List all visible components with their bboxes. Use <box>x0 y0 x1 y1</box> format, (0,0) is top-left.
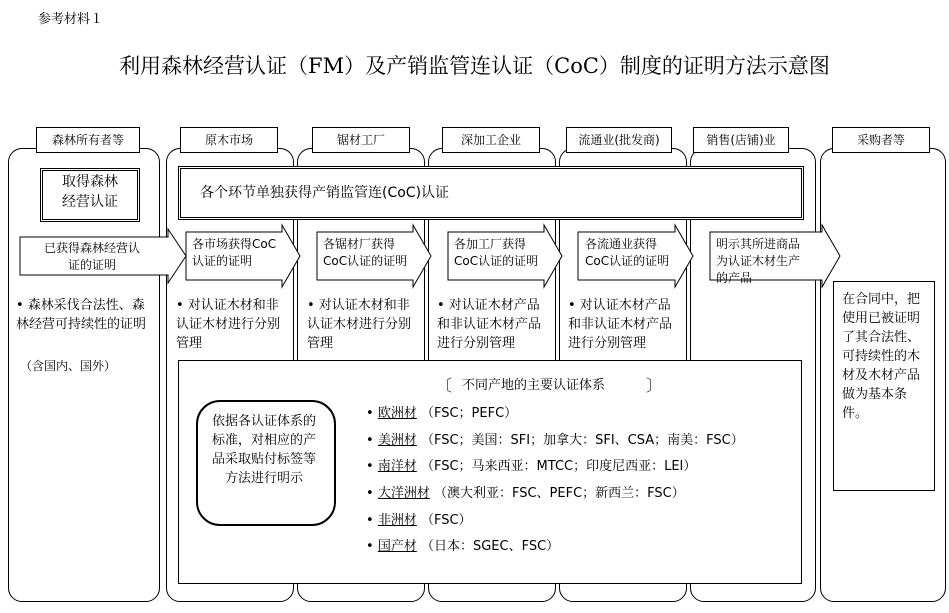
system-row-europe: • 欧洲材 （FSC；PEFC） <box>366 406 518 421</box>
column-header-forest-owner: 森林所有者等 <box>36 127 140 153</box>
arrow-label-sawmill-coc: 各锯材厂获得CoC认证的证明 <box>323 237 408 268</box>
system-region: 非洲材 <box>377 513 417 528</box>
system-detail: （FSC；PEFC） <box>420 406 518 421</box>
separate-management-note-distribution: • 对认证木材产品和非认证木材产品进行分别管理 <box>568 298 673 351</box>
system-region: 美洲材 <box>377 433 417 448</box>
systems-title: 不同产地的主要认证体系 <box>462 378 606 393</box>
arrow-label-distribution-coc: 各流通业获得CoC认证的证明 <box>585 237 670 268</box>
system-region: 欧洲材 <box>377 406 417 421</box>
system-detail: （FSC；美国：SFI；加拿大：SFI、CSA；南美：FSC） <box>420 433 744 448</box>
system-row-africa: • 非洲材 （FSC） <box>366 513 472 528</box>
system-detail: （FSC；马来西亚：MTCC；印度尼西亚：LEI） <box>420 459 697 474</box>
owner-legality-subnote: （含国内、国外） <box>20 359 117 373</box>
arrow-label-market-coc: 各市场获得CoC认证的证明 <box>192 237 277 268</box>
column-header-distribution: 流通业(批发商) <box>566 127 672 153</box>
buyer-requirement-text: 在合同中，把使用已被证明了其合法性、可持续性的木材及木材产品做为基本条件。 <box>842 292 921 421</box>
system-detail: （FSC） <box>420 513 472 528</box>
column-header-log-market: 原木市场 <box>180 127 278 153</box>
labeling-method-text: 依据各认证体系的标准，对相应的产品采取贴付标签等方法进行明示 <box>211 414 316 486</box>
system-region: 南洋材 <box>377 459 417 474</box>
system-region: 国产材 <box>377 539 417 554</box>
page-title: 利用森林经营认证（FM）及产销监管连认证（CoC）制度的证明方法示意图 <box>119 54 830 78</box>
owner-legality-note: • 森林采伐合法性、森林经营可持续性的证明 <box>16 298 147 332</box>
separate-management-note-market: • 对认证木材和非认证木材进行分别管理 <box>176 298 281 351</box>
systems-title-bracket-left: 〔 <box>436 376 453 395</box>
column-header-buyer: 采购者等 <box>832 127 930 153</box>
system-detail: （日本：SGEC、FSC） <box>420 539 560 554</box>
systems-title-bracket-right: 〕 <box>646 376 663 395</box>
arrow-label-retail-label: 明示其所进商品为认证木材生产的产品 <box>716 237 801 285</box>
column-header-retail: 销售(店铺)业 <box>693 127 789 153</box>
system-row-southeast-asia: • 南洋材 （FSC；马来西亚：MTCC；印度尼西亚：LEI） <box>366 459 697 474</box>
coc-banner-text: 各个环节单独获得产销监管连(CoC)认证 <box>200 185 450 201</box>
fm-certification-text: 取得森林 经营认证 <box>62 174 118 210</box>
column-header-processing: 深加工企业 <box>442 127 540 153</box>
system-row-oceania: • 大洋洲材 （澳大利亚：FSC、PEFC；新西兰：FSC） <box>366 486 685 501</box>
system-detail: （澳大利亚：FSC、PEFC；新西兰：FSC） <box>433 486 685 501</box>
separate-management-note-sawmill: • 对认证木材和非认证木材进行分别管理 <box>307 298 412 351</box>
arrow-label-fm-proof: 已获得森林经营认证的证明 <box>43 241 140 272</box>
system-row-domestic: • 国产材 （日本：SGEC、FSC） <box>366 539 560 554</box>
column-header-sawmill: 锯材工厂 <box>312 127 410 153</box>
reference-label: 参考材料１ <box>38 12 104 27</box>
system-row-america: • 美洲材 （FSC；美国：SFI；加拿大：SFI、CSA；南美：FSC） <box>366 433 744 448</box>
system-region: 大洋洲材 <box>377 486 430 501</box>
arrow-label-processing-coc: 各加工厂获得CoC认证的证明 <box>454 237 539 268</box>
separate-management-note-processing: • 对认证木材产品和非认证木材产品进行分别管理 <box>437 298 542 351</box>
